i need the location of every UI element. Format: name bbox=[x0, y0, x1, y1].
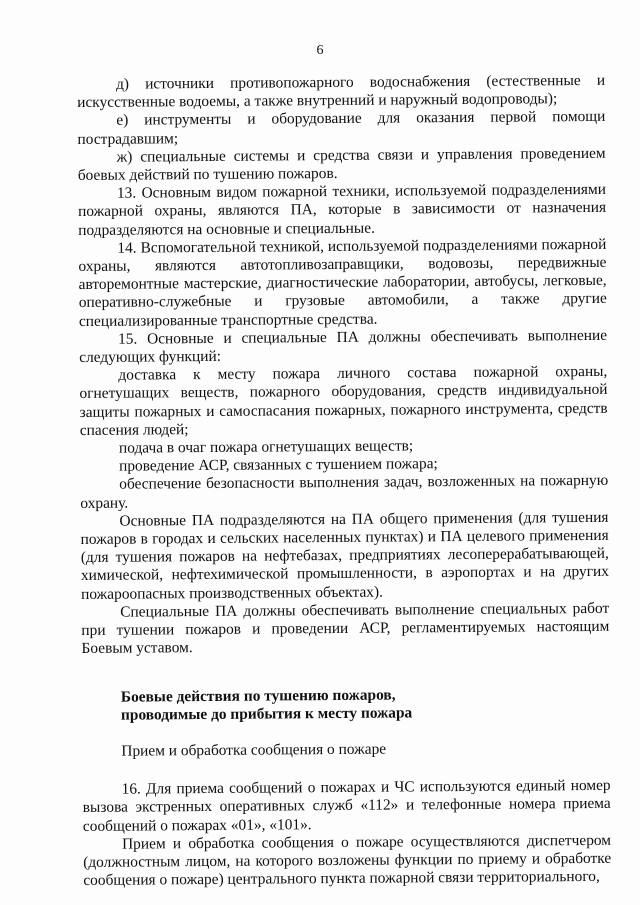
paragraph-item-zh: ж) специальные системы и средства связи и управления проведением боевых действий по тушению пожаров. bbox=[77, 144, 606, 185]
paragraph-special-vehicles: Специальные ПА должны обеспечивать выполнение специальных работ при тушении пожаров и проведении АСР, регламентируемых настоящим Боевым уставом. bbox=[81, 599, 610, 658]
paragraph-15: 15. Основные и специальные ПА должны обеспечивать выполнение следующих функций: bbox=[79, 326, 608, 367]
paragraph-function-delivery: доставка к месту пожара личного состава пожарной охраны, огнетушащих веществ, пожарного оборудования, средств индивидуальной защиты пожарных и самоспасания пожарных, пожарного инструмента, средств спасения людей; bbox=[79, 363, 608, 439]
paragraph-item-d: д) источники противопожарного водоснабжения (естественные и искусственные водоемы, а также внутренний и наружный водопроводы); bbox=[77, 71, 606, 112]
paragraph-function-supply: подача в очаг пожара огнетушащих веществ; bbox=[118, 437, 414, 457]
section-heading-line2: проводимые до прибытия к месту пожара bbox=[120, 704, 413, 724]
page-number: 6 bbox=[316, 43, 324, 58]
section-spacer bbox=[82, 654, 610, 688]
section-heading-line1: Боевые действия по тушению пожаров, bbox=[120, 686, 396, 706]
section-subheading: Прием и обработка сообщения о пожаре bbox=[121, 740, 387, 760]
paragraph-message-processing: Прием и обработка сообщения о пожаре осуществляются диспетчером (должностным лицом, на которого возложены функции по приему и обработке сообщения о пожаре) центрального пункта пожарной связи территориального, bbox=[83, 831, 612, 890]
paragraph-function-rescue: проведение АСР, связанных с тушением пожара; bbox=[119, 455, 438, 475]
paragraph-function-safety: обеспечение безопасности выполнения задач, возложенных на пожарную охрану. bbox=[80, 472, 609, 512]
paragraph-item-e: е) инструменты и оборудование для оказания первой помощи пострадавшим; bbox=[77, 108, 606, 148]
paragraph-14: 14. Вспомогательной техникой, используемой подразделениями пожарной охраны, являются автотопливозаправщики, водовозы, передвижные авторемонтные мастерские, диагностические лаборатории, автобусы, легковые, оперативно-служебные и грузовые автомобили, а также другие специализированные транспортные средства. bbox=[78, 235, 607, 330]
paragraph-13: 13. Основным видом пожарной техники, используемой подразделениями пожарной охраны, являются ПА, которые в зависимости от назначения подразделяются на основные и специальные. bbox=[78, 181, 607, 239]
paragraph-main-vehicles: Основные ПА подразделяются на ПА общего применения (для тушения пожаров в городах и сельских населенных пунктах) и ПА целевого применения (для тушения пожаров на нефтебазах, предприятиях лесоперерабатывающей, химической, нефтехимической промышленности, в аэропортах и на других пожароопасных производственных объектах). bbox=[80, 508, 609, 603]
document-body bbox=[77, 72, 611, 890]
paragraph-16: 16. Для приема сообщений о пожарах и ЧС используются единый номер вызова экстренных оперативных служб «112» и телефонные номера приема сообщений о пожарах «01», «101». bbox=[82, 776, 611, 835]
